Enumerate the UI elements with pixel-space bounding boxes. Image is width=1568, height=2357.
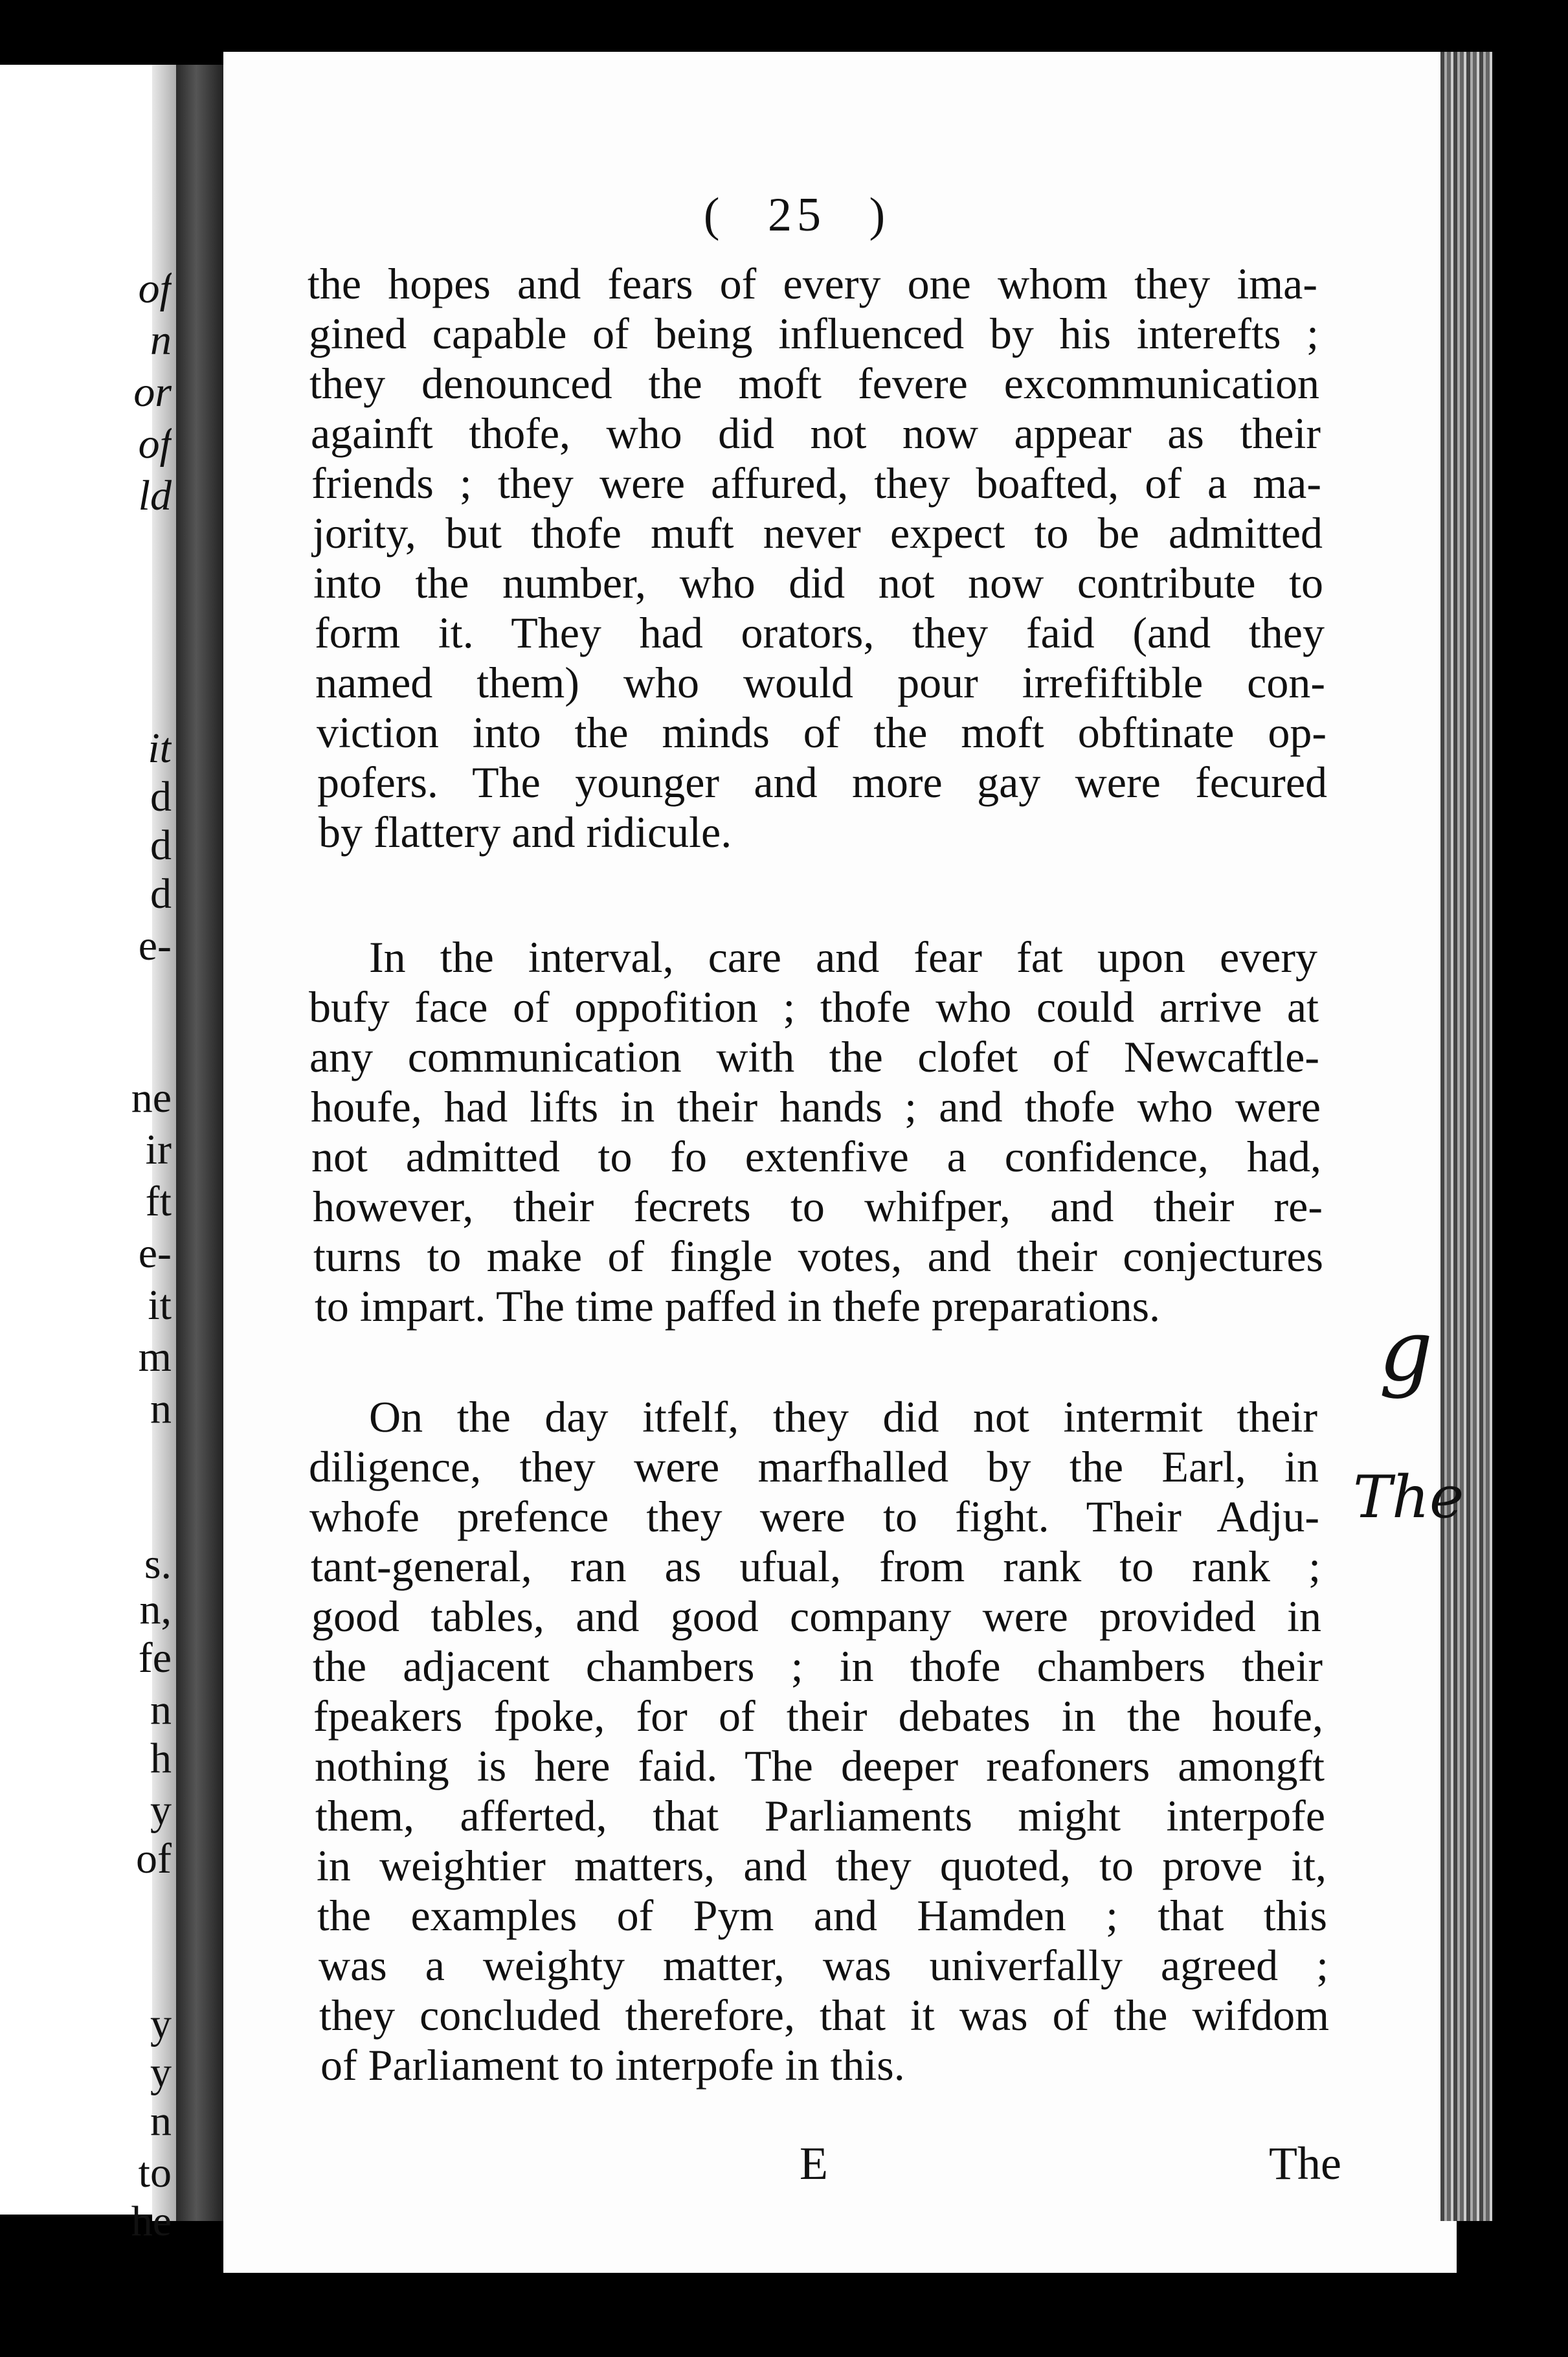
paragraph3-line: them, afferted, that Parliaments might interpofe — [315, 1791, 1325, 1840]
left-page-fragment-text: n — [150, 2098, 172, 2145]
paragraph2-line: however, their fecrets to whifper, and their re- — [313, 1182, 1323, 1231]
paragraph1-line: friends ; they were affured, they boafted, of a ma- — [311, 458, 1321, 508]
paragraph3-line: was a weighty matter, was univerfally agreed ; — [319, 1941, 1328, 1990]
left-page-fragment-text: he — [131, 2198, 172, 2245]
paragraph1-line: named them) who would pour irrefiftible con- — [315, 658, 1325, 707]
paragraph3-line: they concluded therefore, that it was of the wifdom — [319, 1990, 1329, 2040]
page-edge-stack — [1440, 52, 1492, 2221]
paragraph2-line: not admitted to fo extenfive a confidence, had, — [311, 1132, 1321, 1181]
left-page-fragment-text: of — [138, 421, 172, 468]
paragraph3-line: good tables, and good company were provided in — [311, 1592, 1321, 1641]
page-number-open-paren: ( — [703, 188, 725, 242]
paragraph3-line: the examples of Pym and Hamden ; that this — [317, 1891, 1327, 1940]
paragraph3-line: tant-general, ran as ufual, from rank to rank ; — [311, 1542, 1321, 1591]
paragraph3-line: whofe prefence they were to fight. Their Adju- — [309, 1492, 1319, 1541]
page-number: 25 — [768, 188, 826, 242]
paragraph3-line: of Parliament to interpofe in this. — [320, 2040, 905, 2090]
left-page-fragment-text: it — [148, 725, 172, 772]
paragraph2-line: houfe, had lifts in their hands ; and thofe who were — [311, 1082, 1321, 1131]
left-page-fragment-text: ir — [145, 1127, 172, 1173]
signature-mark: E — [800, 2137, 828, 2189]
paragraph3-line: On the day itfelf, they did not intermit their — [369, 1392, 1317, 1441]
left-page-fragment-text: d — [150, 871, 172, 918]
page-number-close-paren: ) — [869, 188, 891, 242]
left-page-fragment-text: s. — [144, 1541, 172, 1588]
paragraph3-line: the adjacent chambers ; in thofe chambers their — [313, 1641, 1323, 1691]
paragraph1-line: gined capable of being influenced by his interefts ; — [309, 309, 1319, 358]
left-page-fragment-text: e- — [138, 923, 172, 969]
paragraph1-line: jority, but thofe muft never expect to be admitted — [313, 508, 1323, 558]
left-page-fragment-text: h — [150, 1735, 172, 1782]
left-page-fragment-text: y — [150, 1787, 172, 1834]
left-page-fragment-text: e- — [138, 1230, 172, 1277]
paragraph1-line: againft thofe, who did not now appear as their — [311, 409, 1321, 458]
paragraph1-line: pofers. The younger and more gay were fecured — [317, 758, 1327, 807]
left-page-fragment-text: it — [148, 1282, 172, 1329]
paragraph1-line: viction into the minds of the moft obftinate op- — [317, 708, 1327, 757]
left-page-fragment-text: of — [138, 265, 172, 312]
left-page-fragment-text: ft — [145, 1178, 172, 1225]
paragraph3-line: nothing is here faid. The deeper reafoners amongft — [315, 1741, 1325, 1790]
left-page-fragment-text: n — [150, 317, 172, 364]
paragraph1-line: the hopes and fears of every one whom they ima- — [308, 259, 1317, 308]
paragraph2-line: to impart. The time paffed in thefe preparations. — [315, 1281, 1161, 1331]
left-page-fragment-text: n — [150, 1386, 172, 1432]
left-page-fragment-text: or — [133, 369, 172, 416]
left-page-fragment-text: of — [136, 1836, 172, 1882]
left-page-fragment-text: y — [150, 2001, 172, 2047]
left-page-fragment-text: fe — [138, 1635, 172, 1682]
page-number-header — [0, 188, 1568, 243]
left-page-fragment-text: m — [138, 1334, 172, 1381]
paragraph3-line: diligence, they were marfhalled by the Earl, in — [309, 1442, 1319, 1491]
left-page-fragment-text: n, — [139, 1586, 172, 1633]
handwritten-margin-note-1: g — [1379, 1302, 1433, 1400]
paragraph3-line: fpeakers fpoke, for of their debates in the houfe, — [313, 1691, 1323, 1741]
paragraph3-line: in weightier matters, and they quoted, to prove it, — [317, 1841, 1327, 1890]
left-page-fragment-text: y — [150, 2049, 172, 2096]
paragraph2-line: turns to make of fingle votes, and their conjectures — [313, 1232, 1323, 1281]
catchword: The — [1269, 2137, 1341, 2189]
paragraph1-line: into the number, who did not now contribute to — [313, 558, 1323, 607]
paragraph1-line: they denounced the moft fevere excommunication — [309, 359, 1319, 408]
left-page-fragment-text: ld — [138, 473, 172, 519]
paragraph2-line: In the interval, care and fear fat upon every — [369, 932, 1317, 982]
left-page-fragment-text: d — [150, 774, 172, 820]
paragraph2-line: any communication with the clofet of Newcaftle- — [309, 1032, 1319, 1081]
paragraph2-line: bufy face of oppofition ; thofe who could arrive at — [309, 982, 1319, 1032]
paragraph1-line: by flattery and ridicule. — [319, 807, 732, 857]
left-page-fragment-text: d — [150, 822, 172, 869]
left-page-fragment-text: ne — [131, 1075, 172, 1122]
handwritten-margin-note-2: The — [1353, 1463, 1464, 1531]
paragraph1-line: form it. They had orators, they faid (and they — [315, 608, 1325, 657]
book-spine — [176, 65, 227, 2221]
left-page-fragment-text: to — [138, 2150, 172, 2196]
left-page-fragment-text: n — [150, 1687, 172, 1733]
